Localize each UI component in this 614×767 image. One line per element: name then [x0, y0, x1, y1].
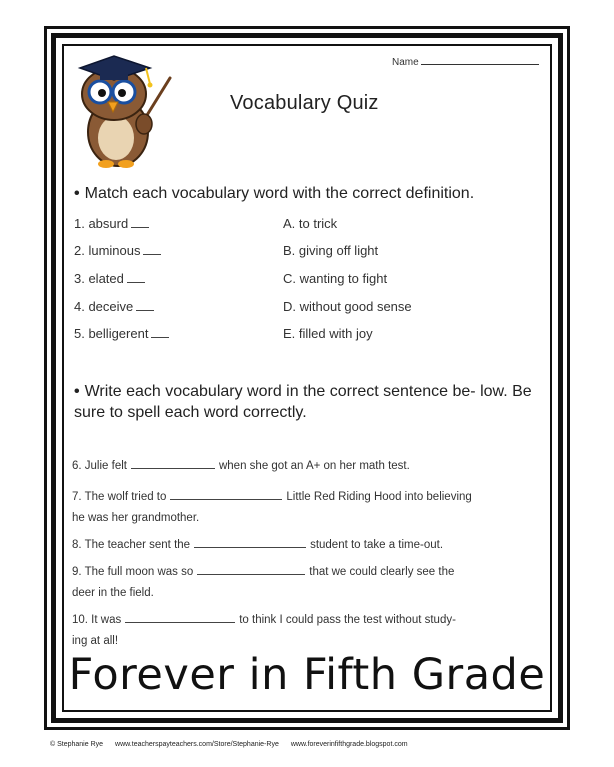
- footer-copyright: © Stephanie Rye: [50, 741, 104, 748]
- answer-blank[interactable]: [131, 459, 215, 469]
- answer-blank[interactable]: [127, 274, 145, 283]
- name-field[interactable]: [392, 56, 539, 68]
- definition-a: A. to trick: [283, 216, 338, 231]
- footer-store-link[interactable]: www.teacherspayteachers.com/Store/Stephanie-Rye: [115, 741, 279, 748]
- definition-b: B. giving off light: [283, 243, 379, 258]
- name-label: Name: [392, 57, 419, 68]
- vocab-word-1: 1. absurd: [74, 216, 149, 231]
- answer-blank[interactable]: [170, 490, 282, 500]
- bullet-icon: •: [74, 185, 80, 202]
- section1-instruction: [74, 183, 544, 204]
- name-line-rule: [421, 56, 539, 65]
- definition-e: E. filled with joy: [283, 326, 373, 341]
- bullet-icon: •: [74, 383, 80, 400]
- vocab-word-5: 5. belligerent: [74, 326, 169, 341]
- sentence-6: 6. Julie felt when she got an A+ on her math test.: [72, 460, 410, 472]
- footer: [50, 741, 570, 748]
- sentence-7: 7. The wolf tried to Little Red Riding Hood into believing he was her grandmother.: [72, 491, 472, 524]
- page-title: Vocabulary Quiz: [230, 92, 379, 114]
- answer-blank[interactable]: [125, 613, 235, 623]
- sentence-9: 9. The full moon was so that we could clearly see the deer in the field.: [72, 566, 455, 599]
- vocab-word-3: 3. elated: [74, 271, 145, 286]
- answer-blank[interactable]: [151, 329, 169, 338]
- definition-d: D. without good sense: [283, 299, 412, 314]
- owl-teacher-icon: [66, 50, 174, 170]
- answer-blank[interactable]: [136, 302, 154, 311]
- definition-c: C. wanting to fight: [283, 271, 388, 286]
- vocab-word-2: 2. luminous: [74, 243, 161, 258]
- answer-blank[interactable]: [143, 246, 161, 255]
- sentence-10: 10. It was to think I could pass the test without study- ing at all!: [72, 614, 456, 647]
- footer-blog-link[interactable]: www.foreverinfifthgrade.blogspot.com: [290, 741, 408, 748]
- sentence-8: 8. The teacher sent the student to take a time-out.: [72, 539, 444, 551]
- brand-watermark: Forever in Fifth Grade: [68, 650, 546, 700]
- section2-instruction-text: Write each vocabulary word in the correct sentence be- low. Be sure to spell each word correctly.: [74, 383, 532, 421]
- vocab-word-4: 4. deceive: [74, 299, 154, 314]
- section1-instruction-text: Match each vocabulary word with the correct definition.: [84, 185, 475, 202]
- answer-blank[interactable]: [194, 538, 306, 548]
- answer-blank[interactable]: [197, 565, 305, 575]
- answer-blank[interactable]: [131, 219, 149, 228]
- section2-instruction: [74, 381, 544, 423]
